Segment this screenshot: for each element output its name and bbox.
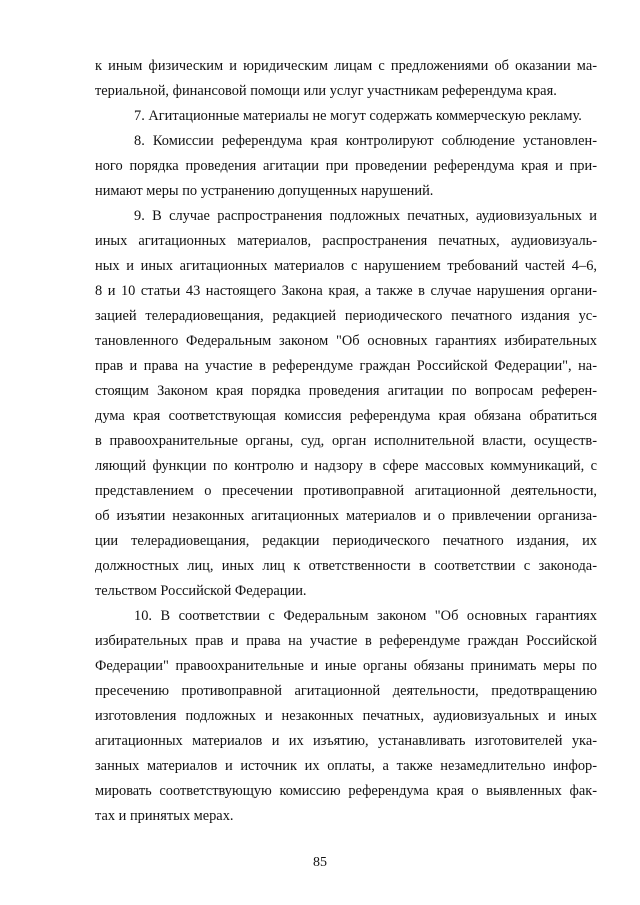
text-line: пресечению противоправной агитационной деятельности, предотвращению [95,683,597,699]
text-line: зацией телерадиовещания, редакцией периодического печатного издания ус- [95,308,597,324]
text-line: об изъятии незаконных агитационных материалов и о привлечении организа- [95,508,597,524]
text-line: занных материалов и источник их оплаты, а также незамедлительно инфор- [95,758,597,774]
text-line: нимают меры по устранению допущенных нарушений. [95,183,434,199]
text-line: представлением о пресечении противоправной агитационной деятельности, [95,483,597,499]
text-line: ляющий функции по контролю и надзору в сфере массовых коммуникаций, с [95,458,597,474]
text-line: ных и иных агитационных материалов с нарушением требований частей 4–6, [95,258,597,274]
text-line: стоящим Законом края порядка проведения агитации по вопросам референ- [95,383,597,399]
text-line: тановленного Федеральным законом "Об основных гарантиях избирательных [95,333,597,349]
page-number: 85 [313,855,327,870]
text-line: дума края соответствующая комиссия референдума края обязана обратиться [95,408,597,424]
text-line: Федерации" правоохранительные и иные органы обязаны принимать меры по [95,658,597,674]
text-line: мировать соответствующую комиссию референдума края о выявленных фак- [95,783,597,799]
text-line: в правоохранительные органы, суд, орган исполнительной власти, осуществ- [95,433,597,449]
text-line: должностных лиц, иных лиц к ответственности в соответствии с законода- [95,558,597,574]
text-line: изготовления подложных и незаконных печатных, аудиовизуальных и иных [95,708,597,724]
text-line: 9. В случае распространения подложных печатных, аудиовизуальных и [134,208,597,224]
text-line: прав и права на участие в референдуме граждан Российской Федерации", на- [95,358,597,374]
text-line: териальной, финансовой помощи или услуг участникам референдума края. [95,83,557,99]
text-line: 8 и 10 статьи 43 настоящего Закона края, а также в случае нарушения органи- [95,283,597,299]
text-line: к иным физическим и юридическим лицам с предложениями об оказании ма- [95,58,597,74]
text-line: агитационных материалов и их изъятию, устанавливать изготовителей ука- [95,733,597,749]
text-line: ции телерадиовещания, редакции периодического печатного издания, их [95,533,597,549]
text-line: 7. Агитационные материалы не могут содержать коммерческую рекламу. [134,108,582,124]
text-line: тах и принятых мерах. [95,808,234,824]
text-line: иных агитационных материалов, распространения печатных, аудиовизуаль- [95,233,597,249]
text-line: 10. В соответствии с Федеральным законом "Об основных гарантиях [134,608,597,624]
text-line: тельством Российской Федерации. [95,583,307,599]
text-line: ного порядка проведения агитации при проведении референдума края и при- [95,158,597,174]
text-line: 8. Комиссии референдума края контролируют соблюдение установлен- [134,133,597,149]
text-line: избирательных прав и права на участие в референдуме граждан Российской [95,633,597,649]
